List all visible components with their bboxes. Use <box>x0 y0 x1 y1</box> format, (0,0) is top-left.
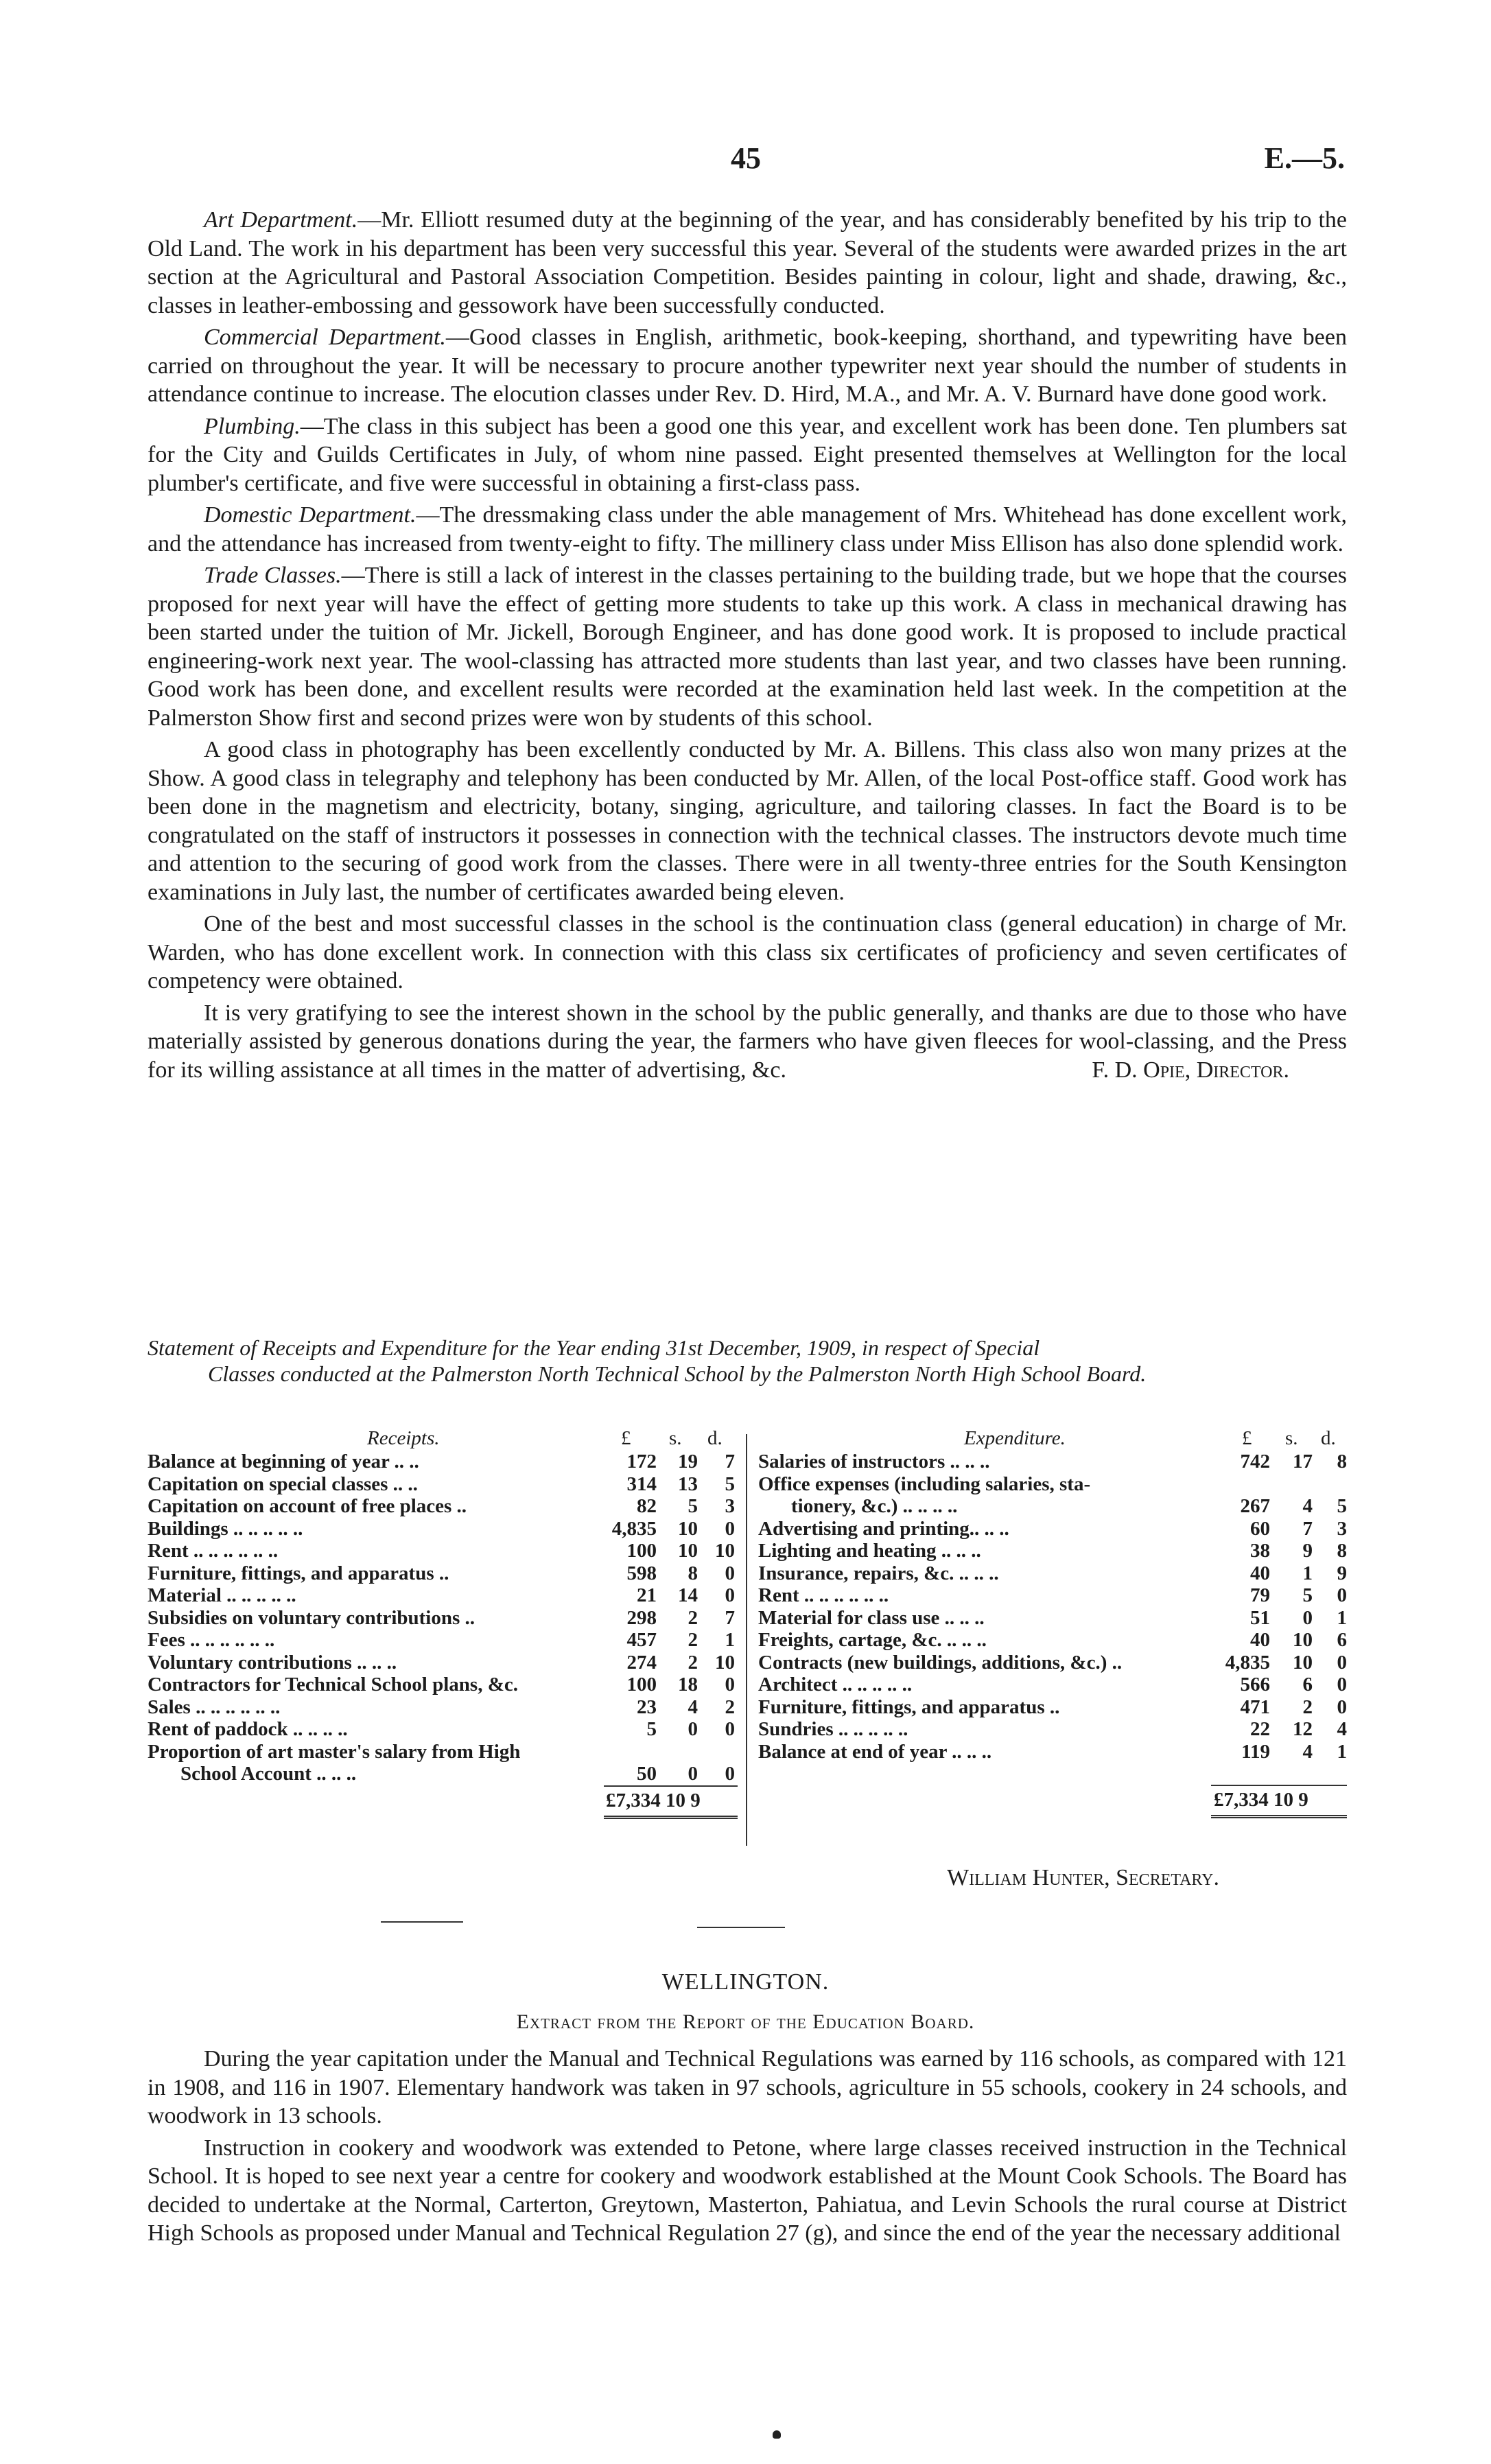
receipts-amount-l: 274 <box>626 1651 657 1674</box>
expenditure-row <box>758 1718 1347 1741</box>
expenditure-amount-s: 1 <box>1302 1562 1313 1584</box>
receipts-amount-s: 8 <box>688 1562 698 1584</box>
column-divider <box>746 1434 747 1846</box>
receipts-row <box>148 1562 738 1585</box>
expenditure-label: Balance at end of year .. .. .. <box>758 1740 992 1763</box>
expenditure-row <box>758 1473 1347 1496</box>
expenditure-label: Office expenses (including salaries, sta- <box>758 1472 1091 1495</box>
receipts-label: Buildings .. .. .. .. .. <box>148 1517 303 1540</box>
expenditure-amount-l: 40 <box>1250 1562 1270 1584</box>
expenditure-amount-d: 6 <box>1337 1629 1347 1651</box>
expenditure-amount-s: 4 <box>1302 1495 1313 1517</box>
receipts-amount-d: 7 <box>725 1606 735 1629</box>
expenditure-label: Advertising and printing.. .. .. <box>758 1517 1009 1540</box>
paragraph-photography <box>148 736 1347 906</box>
paragraph-domestic <box>148 501 1347 558</box>
receipts-row <box>148 1473 738 1496</box>
expenditure-amount-s: 10 <box>1293 1629 1313 1651</box>
statement-title-line-2: Classes conducted at the Palmerston North Technical School by the Palmerston North High School Board. <box>208 1361 1147 1386</box>
receipts-label: Capitation on account of free places .. <box>148 1495 467 1517</box>
receipts-amount-l: 50 <box>637 1763 657 1785</box>
expenditure-amount-l: 742 <box>1240 1451 1270 1472</box>
expenditure-row <box>758 1562 1347 1585</box>
expenditure-header <box>758 1427 1347 1451</box>
receipts-label: Subsidies on voluntary contributions .. <box>148 1606 476 1629</box>
receipts-amount-l: 82 <box>637 1495 657 1517</box>
receipts-amount-l: 100 <box>626 1674 657 1696</box>
receipts-label: Rent of paddock .. .. .. .. <box>148 1718 348 1740</box>
pounds-header: £ <box>1242 1427 1252 1449</box>
expenditure-label: Lighting and heating .. .. .. <box>758 1540 981 1562</box>
paragraph-text: One of the best and most successful classes in the school is the continuation class (general education) in charge of Mr. Warden, who has done excellent work. In connection with this class six certificates of proficiency and seven certificates of competency were obtained. <box>148 911 1347 994</box>
expenditure-amount-d: 9 <box>1337 1562 1347 1584</box>
expenditure-amount-s: 9 <box>1302 1540 1313 1562</box>
expenditure-amount-l: 566 <box>1240 1674 1270 1696</box>
expenditure-row <box>758 1518 1347 1540</box>
receipts-amount-s: 19 <box>678 1451 698 1472</box>
paragraph-continuation <box>148 910 1347 996</box>
page-number: 45 <box>731 141 761 175</box>
paragraph-text: It is very gratifying to see the interest shown in the school by the public generally, and thanks are due to those who have materially assisted by generous donations during the year, the farmers who have given fleeces for wool-classing, and the Press for its willing assistance at all times in the matter of advertising, &c. <box>148 1000 1347 1083</box>
expenditure-row <box>758 1584 1347 1607</box>
expenditure-amount-d: 5 <box>1337 1495 1347 1517</box>
paragraph-text: —There is still a lack of interest in the classes pertaining to the building trade, but we hope that the courses proposed for next year will have the effect of getting more students to take up this work. A class in mechanical drawing has been started under the tuition of Mr. Jickell, Borough Engineer, and has done good work. It is proposed to include practical engineering-work next year. The wool-classing has attracted more students than last year, and two classes have been running. Good work has been done, and excellent results were recorded at the examination held last week. In the competition at the Palmerston Show first and second prizes were won by students of this school. <box>148 563 1348 731</box>
receipts-amount-d: 10 <box>715 1540 735 1562</box>
expenditure-amount-l: 471 <box>1240 1696 1270 1718</box>
receipts-amount-l: 598 <box>626 1562 657 1584</box>
paragraph-plumbing <box>148 412 1347 498</box>
statement-title <box>148 1335 1347 1387</box>
receipts-amount-s: 5 <box>688 1495 698 1517</box>
expenditure-row <box>758 1741 1347 1763</box>
paragraph-heading: Plumbing. <box>204 413 301 439</box>
paragraph-text: Instruction in cookery and woodwork was extended to Petone, where large classes received instruction in the Technical School. It is hoped to see next year a centre for cookery and woodwork established at the Mount Cook Schools. The Board has decided to undertake at the Normal, Carterton, Greytown, Masterton, Pahiatua, and Levin Schools the rural course at District High Schools as proposed under Manual and Technical Regulation 27 (g), and since the end of the year the necessary additional <box>148 2135 1347 2246</box>
receipts-row <box>148 1495 738 1518</box>
receipts-amount-s: 0 <box>688 1718 698 1740</box>
expenditure-amount-s: 17 <box>1293 1451 1313 1472</box>
receipts-amount-s: 2 <box>688 1651 698 1674</box>
receipts-label: Proportion of art master's salary from High <box>148 1740 521 1763</box>
expenditure-label: Contracts (new buildings, additions, &c.) .. <box>758 1651 1123 1674</box>
short-rule-left <box>381 1921 463 1923</box>
expenditure-amount-d: 0 <box>1337 1651 1347 1674</box>
expenditure-amount-l: 38 <box>1250 1540 1270 1562</box>
expenditure-rows <box>758 1451 1347 1763</box>
paragraph-instruction <box>148 2134 1347 2248</box>
expenditure-double-rule <box>1211 1815 1347 1818</box>
expenditure-row <box>758 1451 1347 1473</box>
expenditure-amount-d: 1 <box>1337 1740 1347 1763</box>
receipts-row <box>148 1741 738 1763</box>
receipts-total: £7,334 10 9 <box>606 1789 701 1811</box>
receipts-row <box>148 1451 738 1473</box>
receipts-label: Fees .. .. .. .. .. .. <box>148 1629 275 1651</box>
receipts-header <box>148 1427 738 1451</box>
shillings-header: s. <box>1285 1427 1298 1449</box>
receipts-row <box>148 1763 738 1785</box>
receipts-amount-s: 14 <box>678 1584 698 1606</box>
shillings-header: s. <box>669 1427 682 1449</box>
short-rule-center <box>697 1927 785 1928</box>
receipts-amount-l: 21 <box>637 1584 657 1606</box>
expenditure-row <box>758 1629 1347 1652</box>
expenditure-amount-s: 2 <box>1302 1696 1313 1718</box>
receipts-double-rule <box>604 1816 738 1819</box>
receipts-label: Contractors for Technical School plans, &c. <box>148 1674 518 1696</box>
receipts-row <box>148 1607 738 1630</box>
receipts-amount-l: 172 <box>626 1451 657 1472</box>
section-subtitle: Extract from the Report of the Education Board. <box>516 2010 975 2033</box>
statement-table <box>148 1427 1347 1859</box>
secretary-signature: William Hunter, Secretary. <box>947 1865 1219 1890</box>
receipts-amount-d: 1 <box>725 1629 735 1651</box>
expenditure-label: Freights, cartage, &c. .. .. .. <box>758 1629 987 1651</box>
receipts-label: Material .. .. .. .. .. <box>148 1584 296 1606</box>
expenditure-amount-d: 3 <box>1337 1517 1347 1540</box>
receipts-amount-d: 0 <box>725 1763 735 1785</box>
wellington-body <box>148 2045 1347 2251</box>
receipts-amount-l: 100 <box>626 1540 657 1562</box>
paragraph-heading: Trade Classes. <box>204 563 342 588</box>
paragraph-heading: Commercial Department. <box>204 325 446 350</box>
expenditure-column <box>758 1427 1347 1815</box>
expenditure-amount-s: 5 <box>1302 1584 1313 1606</box>
receipts-amount-s: 2 <box>688 1606 698 1629</box>
paragraph-text: —Good classes in English, arithmetic, book-keeping, shorthand, and typewriting have been carried on throughout the year. It will be necessary to procure another typewriter next year should the number of students in attendance continue to increase. The elocution classes under Rev. D. Hird, M.A., and Mr. A. V. Burnard have done good work. <box>148 325 1347 407</box>
expenditure-amount-s: 0 <box>1302 1606 1313 1629</box>
receipts-label: Sales .. .. .. .. .. .. <box>148 1696 281 1718</box>
expenditure-amount-l: 79 <box>1250 1584 1270 1606</box>
receipts-amount-d: 0 <box>725 1718 735 1740</box>
expenditure-amount-l: 119 <box>1241 1740 1270 1763</box>
receipts-rows <box>148 1451 738 1785</box>
paragraph-heading: Art Department. <box>204 207 358 233</box>
receipts-amount-d: 0 <box>725 1517 735 1540</box>
expenditure-row <box>758 1696 1347 1719</box>
receipts-amount-s: 10 <box>678 1517 698 1540</box>
paragraph-text: A good class in photography has been excellently conducted by Mr. A. Billens. This class also won many prizes at the Show. A good class in telegraphy and telephony has been conducted by Mr. Allen, of the local Post-office staff. Good work has been done in the magnetism and electricity, botany, singing, agriculture, and tailoring classes. In fact the Board is to be congratulated on the staff of instructors it possesses in connection with the technical classes. The instructors devote much time and attention to the securing of good work from the classes. There were in all twenty-three entries for the South Kensington examinations in July last, the number of certificates awarded being eleven. <box>148 737 1347 905</box>
paragraph-capitation <box>148 2045 1347 2131</box>
receipts-amount-l: 298 <box>626 1606 657 1629</box>
expenditure-row <box>758 1674 1347 1696</box>
document-reference: E.—5. <box>1264 141 1345 175</box>
receipts-label: Capitation on special classes .. .. <box>148 1472 418 1495</box>
expenditure-label: Rent .. .. .. .. .. .. <box>758 1584 889 1606</box>
expenditure-label: Architect .. .. .. .. .. <box>758 1674 913 1696</box>
expenditure-amount-l: 51 <box>1250 1606 1270 1629</box>
receipts-amount-l: 5 <box>646 1718 657 1740</box>
expenditure-total: £7,334 10 9 <box>1214 1789 1308 1811</box>
receipts-amount-s: 18 <box>678 1674 698 1696</box>
receipts-amount-s: 2 <box>688 1629 698 1651</box>
pence-header: d. <box>1321 1427 1336 1449</box>
expenditure-row <box>758 1540 1347 1562</box>
expenditure-amount-l: 22 <box>1250 1718 1270 1740</box>
receipts-row <box>148 1696 738 1719</box>
pounds-header: £ <box>621 1427 631 1449</box>
receipts-row <box>148 1518 738 1540</box>
expenditure-amount-d: 0 <box>1337 1674 1347 1696</box>
receipts-row <box>148 1652 738 1674</box>
receipts-amount-d: 7 <box>725 1451 735 1472</box>
receipts-amount-d: 3 <box>725 1495 735 1517</box>
receipts-column <box>148 1427 738 1816</box>
receipts-amount-l: 457 <box>626 1629 657 1651</box>
expenditure-label: Salaries of instructors .. .. .. <box>758 1451 990 1472</box>
receipts-label: Balance at beginning of year .. .. <box>148 1451 419 1472</box>
receipts-amount-d: 2 <box>725 1696 735 1718</box>
expenditure-label: Insurance, repairs, &c. .. .. .. <box>758 1562 999 1584</box>
paragraph-text: —The dressmaking class under the able management of Mrs. Whitehead has done excellent work, and the attendance has increased from twenty-eight to fifty. The millinery class under Miss Ellison has also done splendid work. <box>148 502 1347 556</box>
paragraph-commercial <box>148 323 1347 409</box>
expenditure-amount-s: 7 <box>1302 1517 1313 1540</box>
statement-title-line-1: Statement of Receipts and Expenditure for the Year ending 31st December, 1909, in respect of Special <box>148 1335 1040 1360</box>
expenditure-amount-d: 8 <box>1337 1451 1347 1472</box>
paragraph-text: —Mr. Elliott resumed duty at the beginning of the year, and has considerably benefited by his trip to the Old Land. The work in his department has been very successful this year. Several of the students were awarded prizes in the art section at the Agricultural and Pastoral Association Competition. Besides painting in colour, light and shade, drawing, &c., classes in leather-embossing and gessowork have been successfully conducted. <box>148 207 1347 318</box>
receipts-amount-d: 0 <box>725 1674 735 1696</box>
expenditure-amount-d: 1 <box>1337 1606 1347 1629</box>
expenditure-row <box>758 1495 1347 1518</box>
expenditure-amount-d: 4 <box>1337 1718 1347 1740</box>
expenditure-amount-l: 60 <box>1250 1517 1270 1540</box>
section-title: WELLINGTON. <box>661 1969 830 1995</box>
expenditure-label: Material for class use .. .. .. <box>758 1606 985 1629</box>
receipts-amount-d: 10 <box>715 1651 735 1674</box>
receipts-row <box>148 1674 738 1696</box>
page-header <box>151 141 1345 182</box>
expenditure-amount-s: 6 <box>1302 1674 1313 1696</box>
paragraph-text: During the year capitation under the Manual and Technical Regulations was earned by 116 schools, as compared with 121 in 1908, and 116 in 1907. Elementary handwork was taken in 97 schools, agriculture in 55 schools, cookery in 24 schools, and woodwork in 13 schools. <box>148 2046 1347 2128</box>
signature-row <box>148 1056 1347 1085</box>
pence-header: d. <box>707 1427 723 1449</box>
expenditure-total-row <box>758 1785 1347 1815</box>
receipts-label: Rent .. .. .. .. .. .. <box>148 1540 279 1562</box>
director-signature: F. D. Opie, Director. <box>1092 1057 1289 1083</box>
receipts-amount-s: 0 <box>688 1763 698 1785</box>
expenditure-amount-d: 0 <box>1337 1584 1347 1606</box>
expenditure-amount-s: 4 <box>1302 1740 1313 1763</box>
expenditure-amount-d: 8 <box>1337 1540 1347 1562</box>
expenditure-row <box>758 1607 1347 1630</box>
expenditure-row <box>758 1652 1347 1674</box>
paragraph-trade <box>148 561 1347 732</box>
receipts-row <box>148 1718 738 1741</box>
expenditure-amount-s: 12 <box>1293 1718 1313 1740</box>
paragraph-heading: Domestic Department. <box>204 502 416 528</box>
receipts-amount-s: 10 <box>678 1540 698 1562</box>
receipts-row <box>148 1629 738 1652</box>
receipts-label: School Account .. .. .. <box>180 1763 357 1785</box>
expenditure-label: Furniture, fittings, and apparatus .. <box>758 1696 1060 1718</box>
expenditure-amount-s: 10 <box>1293 1651 1313 1674</box>
receipts-amount-l: 314 <box>626 1472 657 1495</box>
expenditure-amount-l: 40 <box>1250 1629 1270 1651</box>
paragraph-text: —The class in this subject has been a good one this year, and excellent work has been done. Ten plumbers sat for the City and Guilds Certificates in July, of whom nine passed. Eight presented themselves at Wellington for the local plumber's certificate, and five were successful in obtaining a first-class pass. <box>148 413 1347 496</box>
receipts-heading: Receipts. <box>367 1427 440 1449</box>
receipts-amount-s: 13 <box>678 1472 698 1495</box>
receipts-label: Voluntary contributions .. .. .. <box>148 1651 397 1674</box>
receipts-amount-d: 0 <box>725 1562 735 1584</box>
receipts-amount-s: 4 <box>688 1696 698 1718</box>
receipts-row <box>148 1540 738 1562</box>
expenditure-amount-l: 267 <box>1240 1495 1270 1517</box>
receipts-row <box>148 1584 738 1607</box>
printer-mark <box>773 2430 781 2439</box>
expenditure-label: tionery, &c.) .. .. .. .. <box>791 1495 958 1517</box>
expenditure-amount-d: 0 <box>1337 1696 1347 1718</box>
receipts-label: Furniture, fittings, and apparatus .. <box>148 1562 449 1584</box>
receipts-amount-l: 4,835 <box>611 1517 657 1540</box>
report-body <box>148 206 1347 1085</box>
expenditure-amount-l: 4,835 <box>1225 1651 1270 1674</box>
expenditure-heading: Expenditure. <box>964 1427 1066 1449</box>
receipts-amount-l: 23 <box>637 1696 657 1718</box>
receipts-amount-d: 0 <box>725 1584 735 1606</box>
receipts-total-row <box>148 1785 738 1816</box>
paragraph-art <box>148 206 1347 320</box>
receipts-amount-d: 5 <box>725 1472 735 1495</box>
expenditure-label: Sundries .. .. .. .. .. <box>758 1718 908 1740</box>
